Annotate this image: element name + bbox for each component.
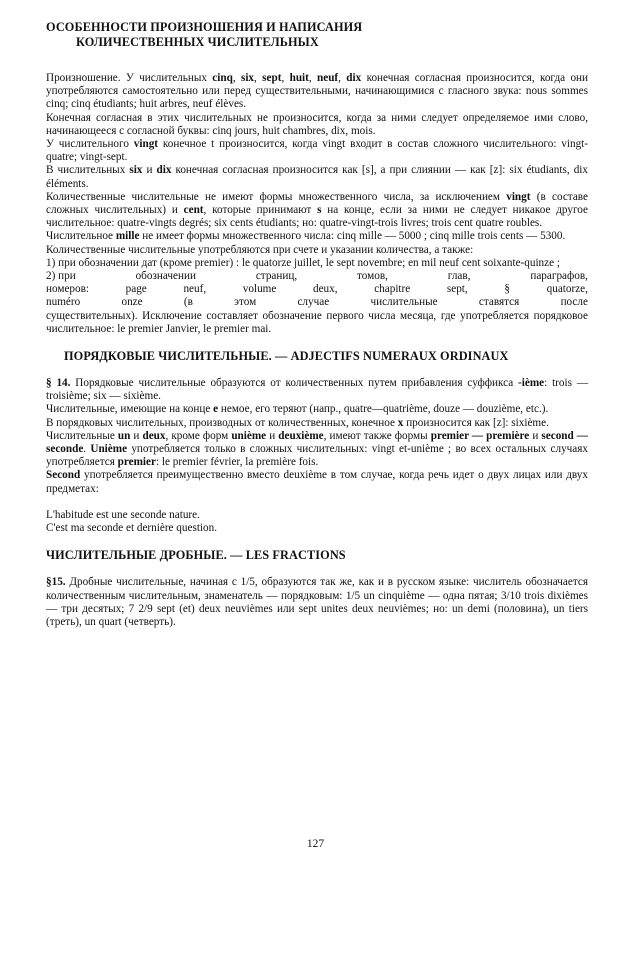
spaced-line-3: numéro onze (в этом случае числительные ставятся после xyxy=(46,296,588,309)
paragraph-pronunciation: Произношение. У числительных cinq, six, sept, huit, neuf, dix конечная согласная произносится, когда они употребляются самостоятельно или перед существительными, начинающимися с гласного звука: nous sommes cinq; cinq étudiants; huit arbres, neuf élèves. xyxy=(46,72,589,111)
spaced-line-1: 2) при обозначении страниц, томов, глав, параграфов, xyxy=(46,270,588,283)
paragraph-dates: 1) при обозначении дат (кроме premier) : le quatorze juillet, le sept novembre; en mil neuf cent soixante-quinze ; xyxy=(46,256,560,269)
paragraph-vingt: У числительного vingt конечное t произносится, когда vingt входит в состав сложного числительного: vingt-quatre; vingt-sept. xyxy=(46,138,589,164)
heading-line-1: ОСОБЕННОСТИ ПРОИЗНОШЕНИЯ И НАПИСАНИЯ xyxy=(46,20,363,34)
paragraph-mute-e: Числительные, имеющие на конце e немое, его теряют (напр., quatre—quatrième, douze — douzième, etc.). xyxy=(46,403,549,416)
paragraph-15: §15. Дробные числительные, начиная с 1/5, образуются так же, как и в русском языке: числитель обозначается количественным числительным, знаменатель — порядковым: 1/5 un cinquième — одна пятая; 3/10 trois dixièmes — три десятых; 7 2/9 sept (et) deux neuvièmes или sept unites deux neuvièmes; но: un demi (половина), un tiers (треть), un quart (четверть). xyxy=(46,576,588,628)
spaced-line-2: номеров: page neuf, volume deux, chapitre sept, § quatorze, xyxy=(46,283,588,296)
page-number: 127 xyxy=(306,838,325,850)
paragraph-plural: Количественные числительные не имеют формы множественного числа, за исключением vingt (в составе сложных числительных) и cent, которые принимают s на конце, если за ними не следует никакое другое числительное: quatre-vingts degrés; six cents étudiants; но: quatre-vingt-trois livres; trois cent quatre roubles. xyxy=(46,190,588,230)
paragraph-14: § 14. Порядковые числительные образуются от количественных путем прибавления суффикса -ième: trois — troisième; six — sixième. xyxy=(46,377,589,403)
heading-line-2: КОЛИЧЕСТВЕННЫХ ЧИСЛИТЕЛЬНЫХ xyxy=(76,35,319,49)
paragraph-not-pronounced: Конечная согласная в этих числительных не произносится, когда за ними следует определяемое ими слово, начинающееся с согласной буквы: cinq jours, huit chambres, dix, mois. xyxy=(46,111,588,137)
paragraph-mille: Числительное mille не имеет формы множественного числа: cinq mille — 5000 ; cinq mille trois cents — 5300. xyxy=(46,230,566,243)
paragraph-exception: существительных). Исключение составляет обозначение первого числа месяца, где употребляется порядковое числительное: le premier Janvier, le premier mai. xyxy=(46,309,588,335)
paragraph-second: Second употребляется преимущественно вместо deuxième в том случае, когда речь идет о двух лицах или двух предметах: xyxy=(46,469,588,495)
example-2: C'est ma seconde et dernière question. xyxy=(46,522,218,535)
example-1: L'habitude est une seconde nature. xyxy=(46,508,200,521)
paragraph-un-deux: Числительные un и deux, кроме форм unième и deuxième, имеют также формы premier — première и second — seconde. Unième употребляется только в сложных числительных: vingt et-unième ; во всех остальных случаях употребляется premier: le premier février, la première fois. xyxy=(46,429,588,469)
paragraph-six-dix: В числительных six и dix конечная согласная произносится как [s], а при слиянии — как [z]: six étudiants, dix éléments. xyxy=(46,164,588,190)
section-heading-fractions: ЧИСЛИТЕЛЬНЫЕ ДРОБНЫЕ. — LES FRACTIONS xyxy=(46,548,346,563)
paragraph-usage: Количественные числительные употребляются при счете и указании количества, а также: xyxy=(46,243,474,256)
section-heading-ordinals: ПОРЯДКОВЫЕ ЧИСЛИТЕЛЬНЫЕ. — ADJECTIFS NUMERAUX ORDINAUX xyxy=(64,349,509,364)
paragraph-x: В порядковых числительных, производных от количественных, конечное x произносится как [z]: sixième. xyxy=(46,416,549,429)
section-heading-pronunciation xyxy=(46,20,588,50)
